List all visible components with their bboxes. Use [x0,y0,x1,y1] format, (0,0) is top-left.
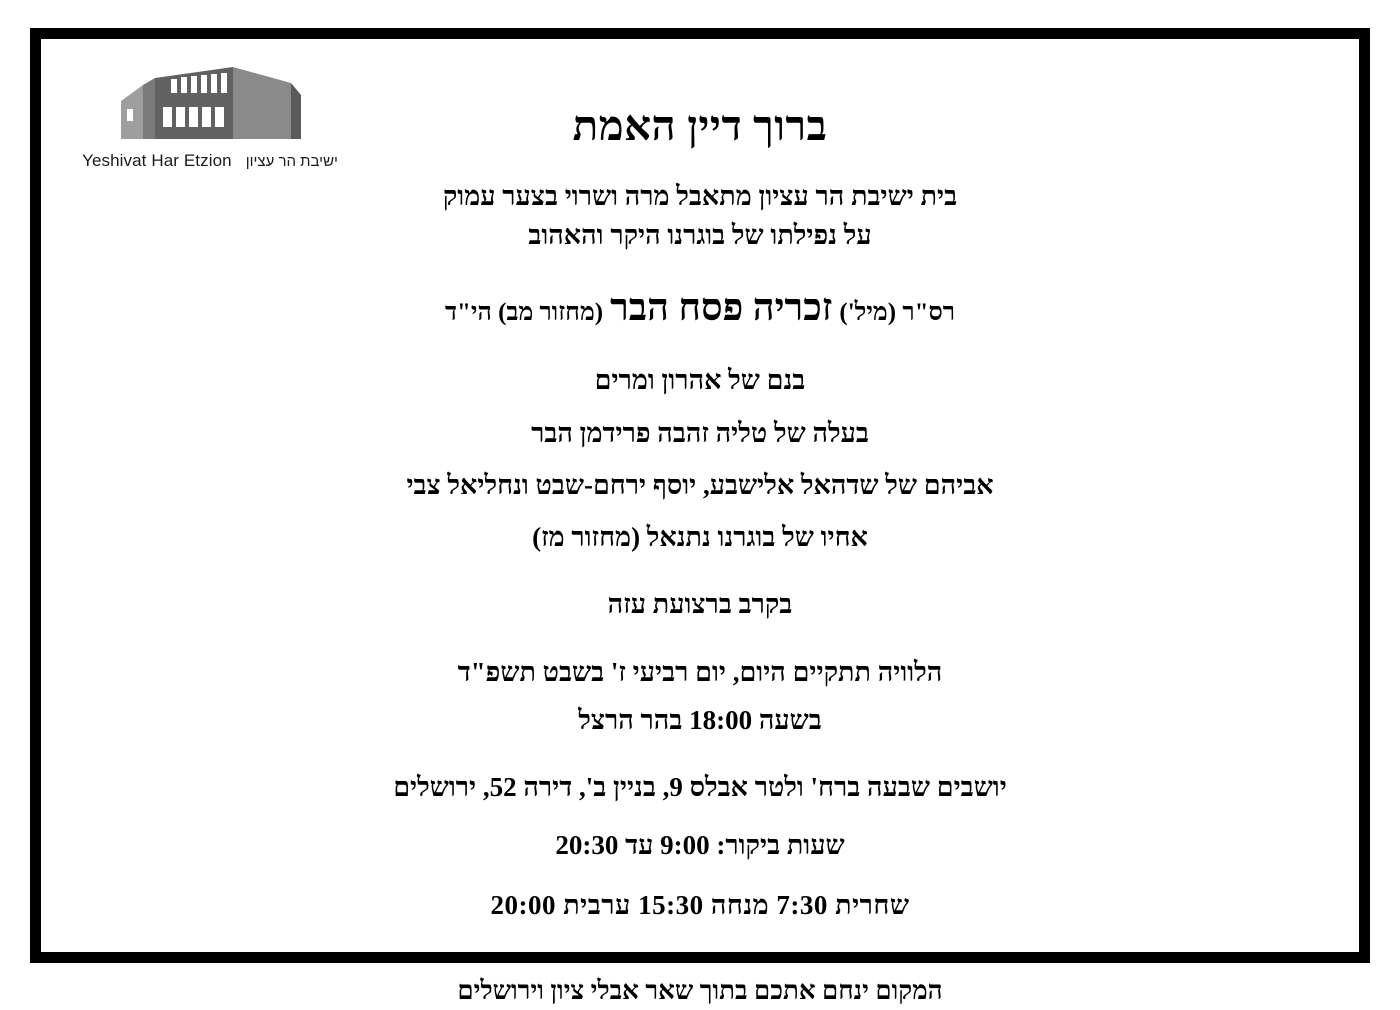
organization-logo [82,65,338,171]
place-of-fall: בקרב ברצועת עזה [607,588,793,619]
notice-content [41,39,1359,1005]
funeral-line-2: בשעה 18:00 בהר הרצל [578,705,822,736]
logo-caption [82,151,338,171]
deceased-name: זכריה פסח הבר [610,286,833,329]
deceased-rank-prefix: רס"ר (מיל') [839,298,955,326]
relation-line-1: בנם של אהרון ומרים [594,365,806,396]
deceased-suffix: (מחזור מב) הי"ד [445,298,604,326]
relation-line-4: אחיו של בוגרנו נתנאל (מחזור מז) [532,522,868,553]
intro-line-2: על נפילתו של בוגרנו היקר והאהוב [528,219,872,250]
logo-name-english: Yeshivat Har Etzion [82,151,232,170]
logo-name-hebrew: ישיבת הר עציון [245,153,338,170]
prayer-times: שחרית 7:30 מנחה 15:30 ערבית 20:00 [490,890,910,921]
page-title: ברוך דיין האמת [572,104,828,150]
funeral-details [87,653,1313,740]
deceased-name-line [87,284,1313,333]
black-border-frame [30,28,1370,1005]
intro-block [87,177,1313,254]
yeshivat-har-etzion-building-logo-icon [115,65,305,147]
closing-blessing: המקום ינחם אתכם בתוך שאר אבלי ציון וירושלים [457,975,943,1005]
relations-block [87,361,1313,556]
shiva-address: יושבים שבעה ברח' ולטר אבלס 9, בניין ב', דירה 52, ירושלים [393,771,1007,802]
relation-line-3: אביהם של שדהאל אלישבע, יוסף ירחם-שבט ונחליאל צבי [406,470,994,500]
intro-line-1: בית ישיבת הר עציון מתאבל מרה ושרוי בצער עמוק [442,181,958,212]
funeral-line-1: הלוויה תתקיים היום, יום רביעי ז' בשבט תשפ"ד [457,656,943,687]
visiting-hours: שעות ביקור: 9:00 עד 20:30 [555,829,845,860]
relation-line-2: בעלה של טליה זהבה פרידמן הבר [531,417,869,448]
